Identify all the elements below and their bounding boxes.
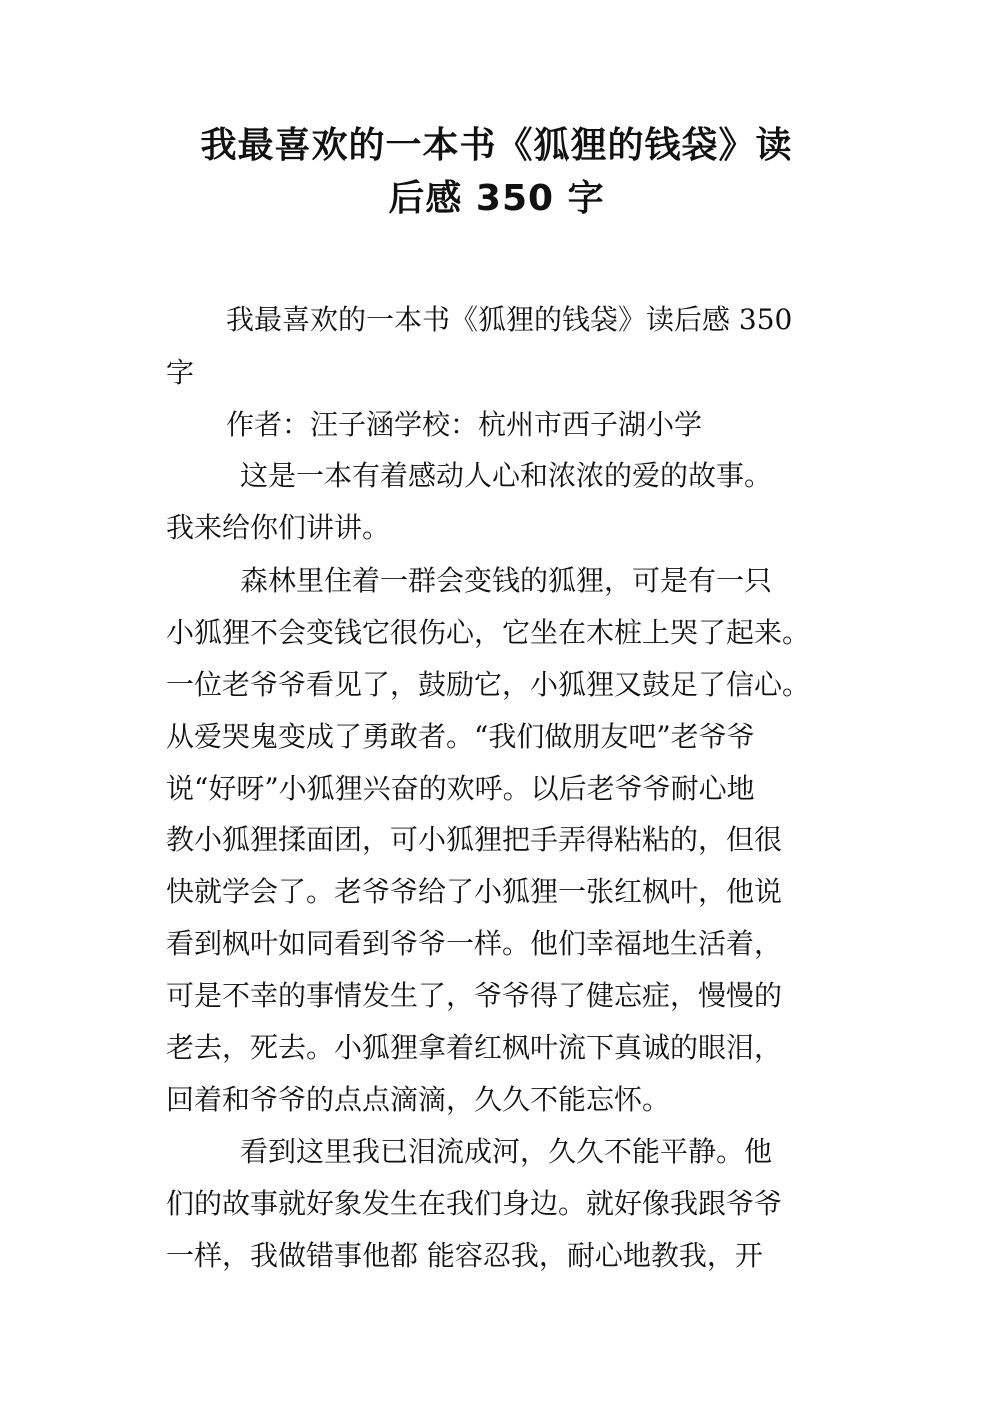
body-line: 我来给你们讲讲。 — [166, 511, 391, 544]
body-line: 这是一本有着感动人心和浓浓的爱的故事。 — [240, 459, 773, 492]
body-line: 回着和爷爷的点点滴滴，久久不能忘怀。 — [166, 1083, 671, 1116]
document-title-line-2: 后感 350 字 — [388, 178, 605, 219]
body-line: 字 — [166, 356, 195, 389]
body-line: 森林里住着一群会变钱的狐狸，可是有一只 — [240, 564, 773, 597]
body-line: 一样，我做错事他都 能容忍我，耐心地教我，开 — [166, 1239, 763, 1272]
body-line: 快就学会了。老爷爷给了小狐狸一张红枫叶，他说 — [166, 875, 783, 908]
body-line: 作者：汪子涵学校：杭州市西子湖小学 — [226, 408, 703, 441]
body-line: 看到枫叶如同看到爷爷一样。他们幸福地生活着， — [166, 927, 783, 960]
body-line: 小狐狸不会变钱它很伤心，它坐在木桩上哭了起来。 — [166, 616, 811, 649]
document-title-line-1: 我最喜欢的一本书《狐狸的钱袋》读 — [200, 125, 793, 166]
body-line: 教小狐狸揉面团，可小狐狸把手弄得粘粘的，但很 — [166, 823, 783, 856]
body-line: 从爱哭鬼变成了勇敢者。“我们做朋友吧”老爷爷 — [166, 720, 755, 753]
body-line: 说“好呀”小狐狸兴奋的欢呼。以后老爷爷耐心地 — [166, 772, 755, 805]
body-line: 老去，死去。小狐狸拿着红枫叶流下真诚的眼泪， — [166, 1031, 783, 1064]
body-line: 可是不幸的事情发生了，爷爷得了健忘症，慢慢的 — [166, 979, 783, 1012]
body-line: 们的故事就好象发生在我们身边。就好像我跟爷爷 — [166, 1187, 783, 1220]
body-line: 一位老爷爷看见了，鼓励它，小狐狸又鼓足了信心。 — [166, 668, 811, 701]
body-line: 我最喜欢的一本书《狐狸的钱袋》读后感 350 — [226, 303, 793, 336]
body-line: 看到这里我已泪流成河，久久不能平静。他 — [240, 1135, 773, 1168]
